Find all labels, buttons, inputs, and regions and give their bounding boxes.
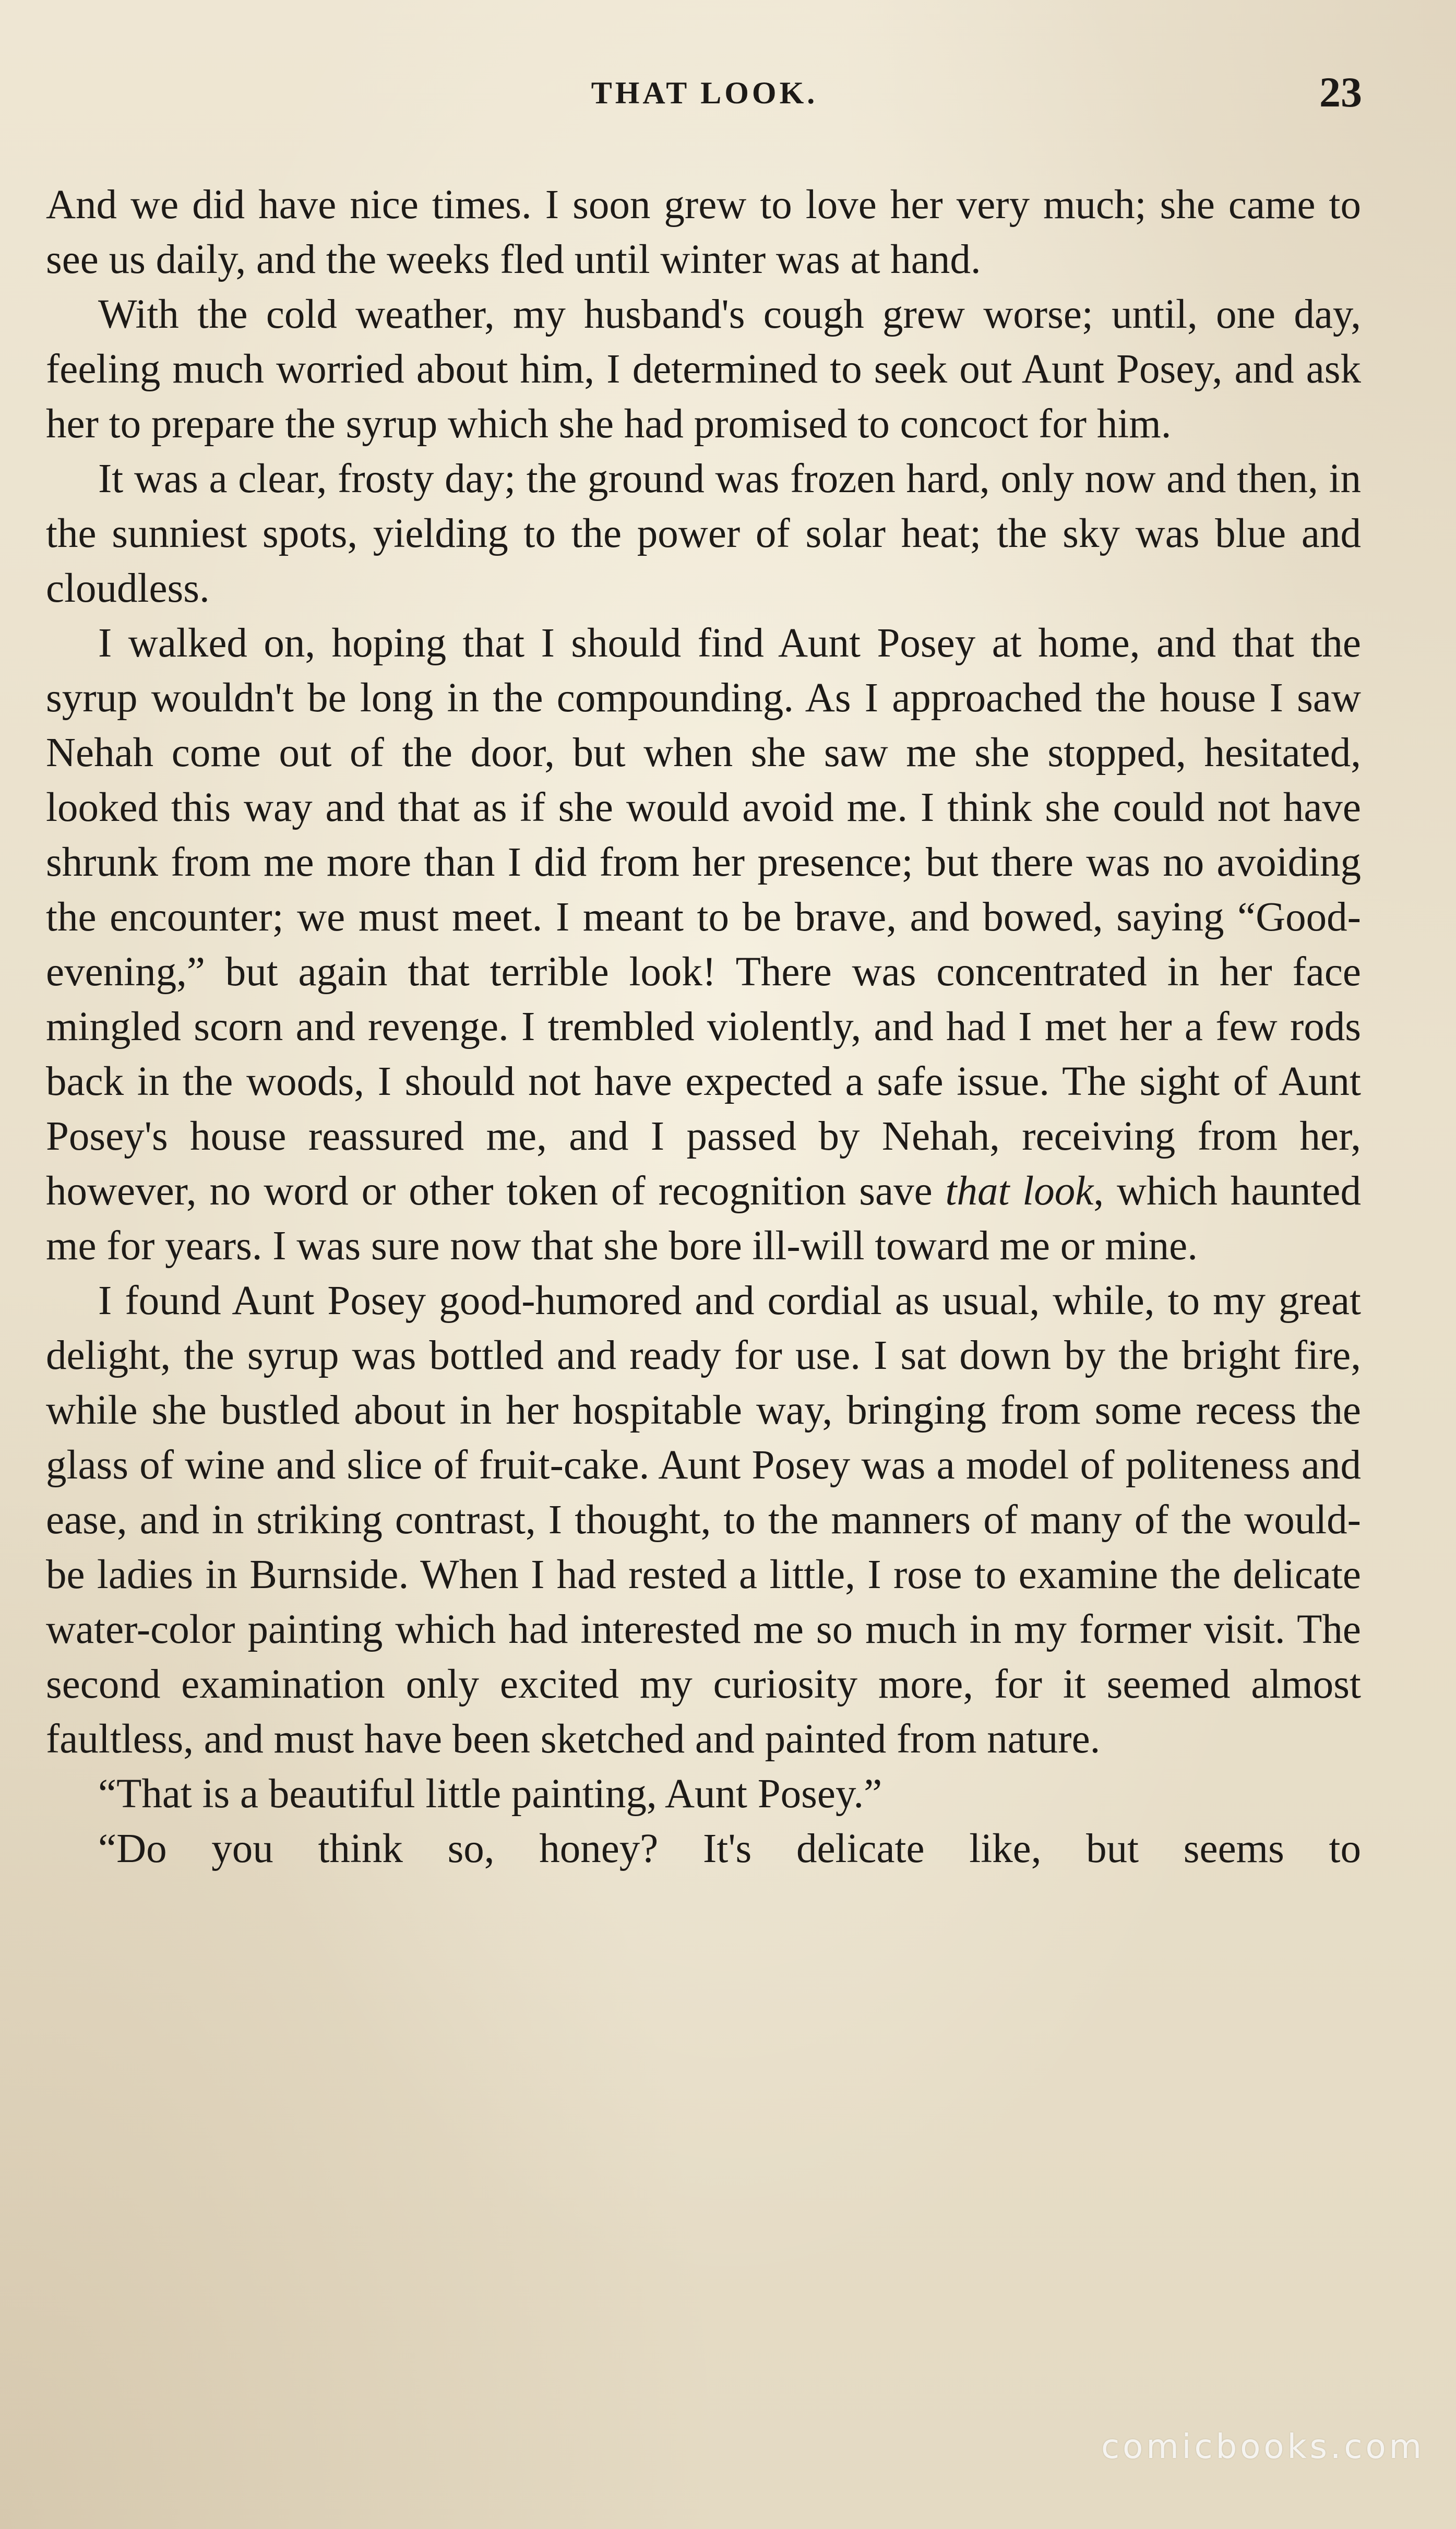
body-text xyxy=(46,177,1361,1876)
paragraph: I found Aunt Posey good-humored and cordial as usual, while, to my great delight, the syrup was bottled and ready for use. I sat down by the bright fire, while she bustled about in her hospitable way, bringing from some recess the glass of wine and slice of fruit-cake. Aunt Posey was a model of politeness and ease, and in striking contrast, I thought, to the manners of many of the would-be ladies in Burnside. When I had rested a little, I rose to examine the delicate water-color painting which had interested me so much in my former visit. The second examination only excited my curiosity more, for it seemed almost faultless, and must have been sketched and painted from nature. xyxy=(46,1278,1361,1762)
paragraph: With the cold weather, my husband's cough grew worse; until, one day, feeling much worried about him, I determined to seek out Aunt Posey, and ask her to prepare the syrup which she had promised to concoct for him. xyxy=(46,292,1361,447)
emphasized-text: that look xyxy=(945,1168,1094,1214)
paragraph: “Do you think so, honey? It's delicate like, but seems to xyxy=(98,1826,1361,1871)
running-head: THAT LOOK. xyxy=(591,76,818,110)
paragraph: “That is a beautiful little painting, Aunt Posey.” xyxy=(98,1771,882,1817)
paragraph-text: , which haunted me for years. I was sure now that she bore ill-will toward me or mine. xyxy=(46,1168,1361,1269)
paragraph-text: I walked on, hoping that I should find Aunt Posey at home, and that the syrup wouldn't be long in the compounding. As I approached the house I saw Nehah come out of the door, but when she saw me she stopped, hesitated, looked this way and that as if she would avoid me. I think she could not have shrunk from me more than I did from her presence; but there was no avoiding the encounter; we must meet. I meant to be brave, and bowed, saying “Good-evening,” but again that terrible look! There was concentrated in her face mingled scorn and revenge. I trembled violently, and had I met her a few rods back in the woods, I should not have expected a safe issue. The sight of Aunt Posey's house reassured me, and I passed by Nehah, receiving from her, however, no word or other token of recognition save xyxy=(46,621,1361,1214)
paragraph: And we did have nice times. I soon grew to love her very much; she came to see us daily, and the weeks fled until winter was at hand. xyxy=(46,182,1361,282)
watermark: comicbooks.com xyxy=(1101,2428,1425,2466)
paragraph: It was a clear, frosty day; the ground was frozen hard, only now and then, in the sunniest spots, yielding to the power of solar heat; the sky was blue and cloudless. xyxy=(46,456,1361,611)
paragraph xyxy=(46,616,1361,1273)
page-header xyxy=(47,68,1362,125)
page-number: 23 xyxy=(1319,68,1362,116)
